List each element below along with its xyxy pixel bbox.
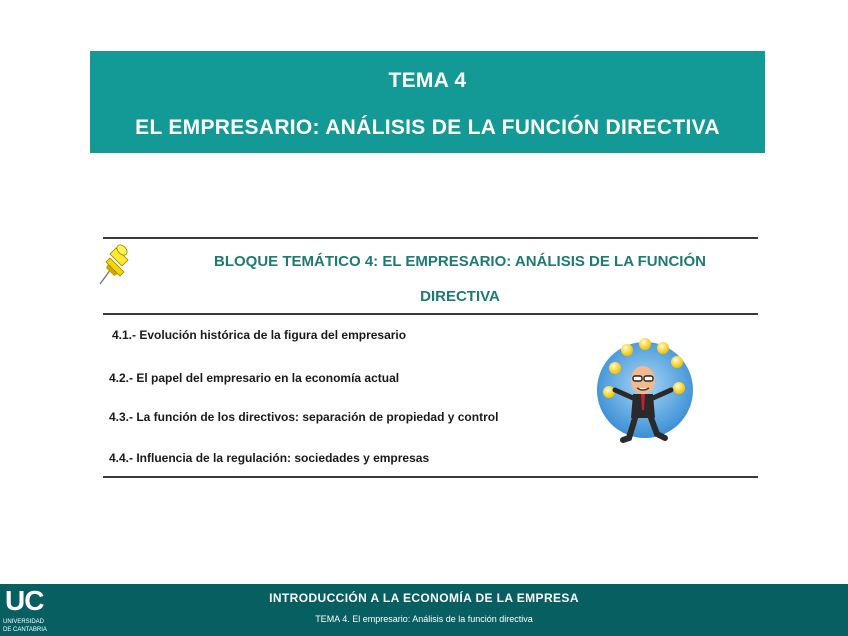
footer-bar	[0, 584, 848, 636]
logo-subtext: DE CANTABRIA	[3, 627, 47, 633]
logo-subtext: UNIVERSIDAD	[3, 619, 45, 625]
block-heading-line1: BLOQUE TEMÁTICO 4: EL EMPRESARIO: ANÁLISIS DE LA FUNCIÓN	[214, 253, 706, 270]
divider-middle	[103, 313, 758, 315]
pushpin-icon	[96, 242, 132, 286]
course-title: INTRODUCCIÓN A LA ECONOMÍA DE LA EMPRESA	[269, 591, 579, 605]
topic-title: EL EMPRESARIO: ANÁLISIS DE LA FUNCIÓN DIRECTIVA	[135, 116, 720, 139]
title-banner	[90, 51, 765, 153]
list-item: 4.1.- Evolución histórica de la figura del empresario	[112, 328, 407, 342]
list-item: 4.3.- La función de los directivos: separación de propiedad y control	[109, 410, 499, 424]
juggling-lightbulbs-man-illustration	[593, 332, 697, 450]
divider-top	[103, 237, 758, 239]
topic-number: TEMA 4	[388, 69, 467, 92]
footer-subtitle: TEMA 4. El empresario: Análisis de la función directiva	[315, 614, 533, 624]
block-heading-line2: DIRECTIVA	[420, 288, 500, 305]
list-item: 4.4.- Influencia de la regulación: sociedades y empresas	[109, 451, 430, 465]
divider-bottom	[103, 476, 758, 478]
logo-text: UC	[5, 585, 44, 616]
list-item: 4.2.- El papel del empresario en la economía actual	[109, 371, 400, 385]
